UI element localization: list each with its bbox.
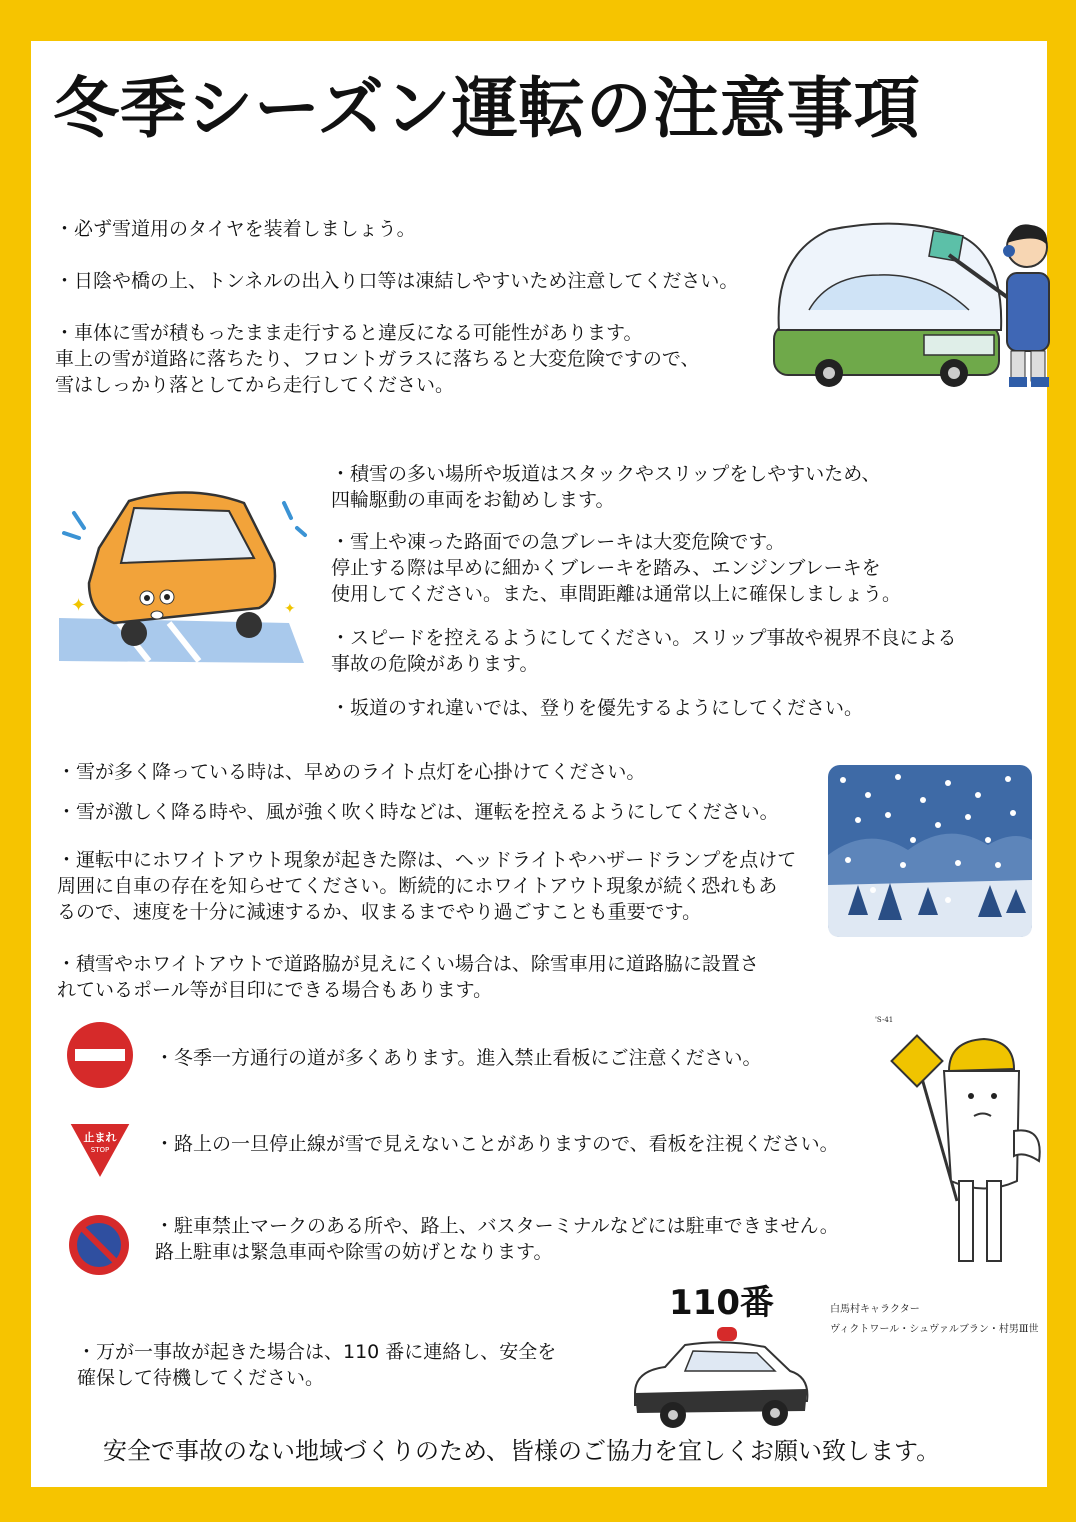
tip-braking-line3: 使用してください。また、車間距離は通常以上に確保しましょう。: [331, 583, 902, 605]
stop-sign-label: 止まれ: [83, 1131, 117, 1144]
tip-snow-on-roof-line3: 雪はしっかり落としてから走行してください。: [55, 374, 455, 396]
tip-road-poles: ・積雪やホワイトアウトで道路脇が見えにくい場合は、除雪車用に道路脇に設置さ: [57, 953, 759, 975]
stop-sign-icon: [67, 1121, 133, 1181]
tip-tires: ・必ず雪道用のタイヤを装着しましょう。: [55, 218, 416, 240]
tip-freezing: ・日陰や橋の上、トンネルの出入り口等は凍結しやすいため注意してください。: [55, 270, 739, 292]
tip-braking: ・雪上や凍った路面での急ブレーキは大変危険です。: [331, 531, 785, 553]
tip-snow-on-roof-line2: 車上の雪が道路に落ちたり、フロントガラスに落ちると大変危険ですので、: [55, 348, 700, 370]
tip-speed: ・スピードを控えるようにしてください。スリップ事故や視界不良による: [331, 627, 957, 649]
sign-code: 'S-41: [875, 1016, 894, 1024]
svg-text:✦: ✦: [71, 595, 87, 616]
tip-snow-on-roof: ・車体に雪が積もったまま走行すると違反になる可能性があります。: [55, 322, 643, 344]
emergency-number: 110番: [669, 1283, 774, 1323]
poster-page: [31, 41, 1047, 1487]
tip-slope-passing: ・坂道のすれ違いでは、登りを優先するようにしてください。: [331, 697, 864, 719]
tip-no-entry: ・冬季一方通行の道が多くあります。進入禁止看板にご注意ください。: [155, 1047, 762, 1069]
tip-braking-line2: 停止する際は早めに細かくブレーキを踏み、エンジンブレーキを: [331, 557, 881, 579]
tip-heavy-snow: ・雪が激しく降る時や、風が強く吹く時などは、運転を控えるようにしてください。: [57, 801, 779, 823]
footer-message: 安全で事故のない地域づくりのため、皆様のご協力を宜しくお願い致します。: [103, 1437, 941, 1465]
tip-4wd: ・積雪の多い場所や坂道はスタックやスリップをしやすいため、: [331, 463, 881, 485]
character-caption: 白馬村キャラクター: [830, 1304, 920, 1315]
tip-4wd-line2: 四輪駆動の車両をお勧めします。: [331, 489, 615, 511]
snowstorm-illustration: [828, 765, 1032, 937]
no-parking-sign-icon: [67, 1213, 131, 1277]
tip-speed-line2: 事故の危険があります。: [331, 653, 539, 675]
tip-no-parking-line2: 路上駐車は緊急車両や除雪の妨げとなります。: [155, 1241, 553, 1263]
police-car-illustration: [625, 1323, 815, 1431]
slipping-car-illustration: [59, 473, 309, 665]
no-entry-sign-icon: [65, 1020, 135, 1090]
tip-whiteout-line2: 周囲に自車の存在を知らせてください。断続的にホワイトアウト現象が続く恐れもあ: [57, 875, 778, 897]
mascot-character-illustration: [889, 1031, 1049, 1271]
snow-brushing-illustration: [769, 215, 1055, 387]
tip-whiteout: ・運転中にホワイトアウト現象が起きた際は、ヘッドライトやハザードランプを点けて: [57, 849, 797, 871]
stop-sign-sublabel: STOP: [90, 1146, 110, 1154]
tip-stop-line: ・路上の一旦停止線が雪で見えないことがありますので、看板を注視ください。: [155, 1133, 839, 1155]
character-name: ヴィクトワール・シュヴァルブラン・村男Ⅲ世: [830, 1324, 1039, 1335]
tip-whiteout-line3: るので、速度を十分に減速するか、収まるまでやり過ごすことも重要です。: [57, 901, 702, 923]
tip-accident-line2: 確保して待機してください。: [77, 1367, 325, 1389]
page-title: 冬季シーズン運転の注意事項: [53, 70, 921, 147]
tip-accident: ・万が一事故が起きた場合は、110 番に連絡し、安全を: [77, 1341, 557, 1363]
tip-no-parking: ・駐車禁止マークのある所や、路上、バスターミナルなどには駐車できません。: [155, 1215, 839, 1237]
svg-text:✦: ✦: [284, 601, 296, 617]
tip-headlights: ・雪が多く降っている時は、早めのライト点灯を心掛けてください。: [57, 761, 646, 783]
tip-road-poles-line2: れているポール等が目印にできる場合もあります。: [57, 979, 493, 1001]
